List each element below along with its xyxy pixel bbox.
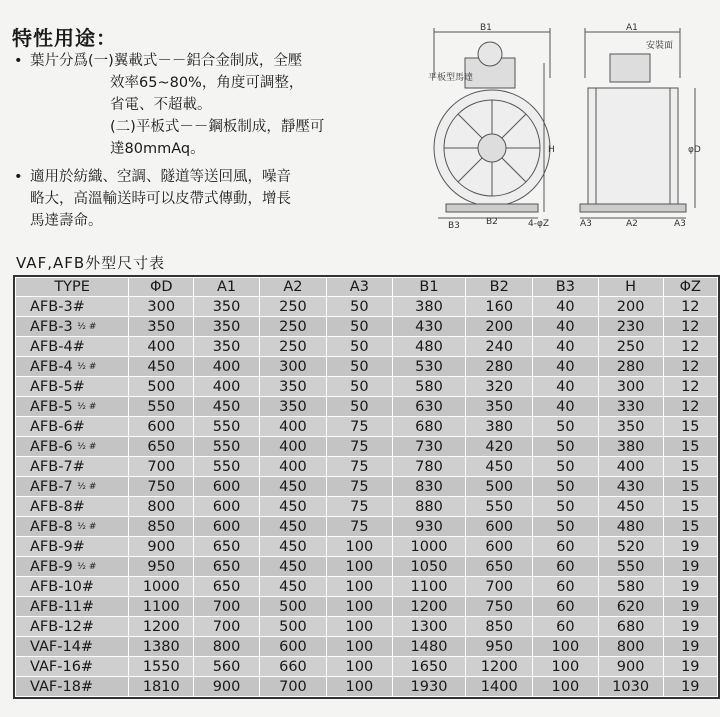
cell-a2: 450 [259, 497, 326, 517]
cell-b3: 60 [533, 577, 599, 597]
dim-label-h: H [548, 145, 555, 155]
cell-b2: 200 [466, 317, 533, 337]
cell-a2: 660 [259, 657, 326, 677]
cell-b3: 40 [533, 297, 599, 317]
cell-a1: 350 [194, 317, 260, 337]
cell-h: 330 [598, 397, 663, 417]
type-half-suffix: ½ # [77, 441, 97, 452]
type-label: AFB-4# [30, 338, 85, 355]
cell-b2: 550 [466, 497, 533, 517]
table-row [16, 677, 718, 697]
cell-a2: 400 [259, 417, 326, 437]
cell-phi-d: 650 [129, 437, 194, 457]
cell-b2: 320 [466, 377, 533, 397]
cell-b2: 700 [466, 577, 533, 597]
cell-b1: 430 [392, 317, 466, 337]
cell-type [16, 397, 129, 417]
front-view [434, 28, 550, 218]
cell-a3: 100 [327, 617, 393, 637]
type-half-suffix: ½ # [77, 521, 97, 532]
cell-type [16, 557, 129, 577]
type-label: AFB-8# [30, 498, 85, 515]
cell-phi-z: 19 [663, 617, 717, 637]
table-title: VAF,AFB外型尺寸表 [16, 254, 166, 272]
cell-h: 430 [598, 477, 663, 497]
cell-a1: 550 [194, 457, 260, 477]
cell-a2: 450 [259, 577, 326, 597]
cell-b1: 930 [392, 517, 466, 537]
cell-h: 550 [598, 557, 663, 577]
cell-phi-d: 700 [129, 457, 194, 477]
cell-b3: 40 [533, 357, 599, 377]
cell-a2: 450 [259, 557, 326, 577]
cell-type [16, 497, 129, 517]
type-label: AFB-11# [30, 598, 95, 615]
cell-a3: 100 [327, 597, 393, 617]
cell-phi-z: 19 [663, 537, 717, 557]
cell-a1: 350 [194, 297, 260, 317]
cell-h: 200 [598, 297, 663, 317]
cell-a1: 350 [194, 337, 260, 357]
type-label: AFB-4 [30, 358, 73, 375]
table-row [16, 417, 718, 437]
dimension-diagram [410, 18, 710, 228]
dim-label-d: φD [688, 145, 701, 155]
type-half-suffix: ½ # [77, 481, 97, 492]
feature-text: 效率65~80%，角度可調整， [110, 75, 304, 91]
cell-phi-z: 12 [663, 337, 717, 357]
type-label: AFB-8 [30, 518, 73, 535]
cell-b2: 350 [466, 397, 533, 417]
table-row [16, 297, 718, 317]
cell-phi-d: 800 [129, 497, 194, 517]
col-header: H [598, 278, 663, 297]
table-row [16, 357, 718, 377]
cell-a2: 400 [259, 457, 326, 477]
cell-h: 450 [598, 497, 663, 517]
cell-a3: 75 [327, 517, 393, 537]
cell-phi-z: 12 [663, 317, 717, 337]
cell-b1: 780 [392, 457, 466, 477]
cell-h: 580 [598, 577, 663, 597]
cell-type [16, 417, 129, 437]
cell-h: 800 [598, 637, 663, 657]
col-header: B1 [392, 278, 466, 297]
cell-b2: 750 [466, 597, 533, 617]
bullet-dot-icon: • [14, 53, 23, 69]
dim-label-b2: B2 [486, 217, 498, 227]
table-row [16, 537, 718, 557]
cell-phi-z: 12 [663, 357, 717, 377]
cell-phi-d: 1810 [129, 677, 194, 697]
cell-b1: 1300 [392, 617, 466, 637]
cell-phi-z: 15 [663, 497, 717, 517]
dim-label-motor: 平板型馬達 [428, 73, 474, 83]
cell-phi-z: 15 [663, 517, 717, 537]
feature-bullet-usage [14, 166, 399, 232]
cell-a2: 250 [259, 337, 326, 357]
cell-a3: 50 [327, 337, 393, 357]
cell-phi-d: 1200 [129, 617, 194, 637]
cell-a3: 75 [327, 437, 393, 457]
cell-type [16, 297, 129, 317]
type-label: AFB-10# [30, 578, 95, 595]
table-row [16, 397, 718, 417]
cell-phi-z: 19 [663, 577, 717, 597]
cell-h: 280 [598, 357, 663, 377]
cell-b1: 730 [392, 437, 466, 457]
cell-h: 900 [598, 657, 663, 677]
feature-list [14, 50, 399, 232]
feature-bullet-blades [14, 50, 399, 160]
cell-a3: 100 [327, 657, 393, 677]
cell-phi-z: 12 [663, 397, 717, 417]
dim-label-a3-right: A3 [674, 219, 686, 228]
cell-h: 620 [598, 597, 663, 617]
cell-b1: 680 [392, 417, 466, 437]
cell-type [16, 577, 129, 597]
cell-b3: 40 [533, 397, 599, 417]
feature-text: 馬達壽命。 [30, 213, 103, 229]
cell-a2: 500 [259, 617, 326, 637]
cell-a3: 100 [327, 637, 393, 657]
table-row [16, 637, 718, 657]
side-view [580, 28, 695, 218]
cell-a2: 350 [259, 397, 326, 417]
cell-a3: 75 [327, 477, 393, 497]
cell-b3: 40 [533, 377, 599, 397]
cell-a1: 700 [194, 617, 260, 637]
cell-b2: 1200 [466, 657, 533, 677]
cell-type [16, 337, 129, 357]
cell-h: 250 [598, 337, 663, 357]
cell-phi-z: 19 [663, 677, 717, 697]
cell-b2: 380 [466, 417, 533, 437]
cell-b3: 50 [533, 497, 599, 517]
type-label: AFB-3# [30, 298, 85, 315]
cell-a1: 600 [194, 517, 260, 537]
type-label: AFB-5# [30, 378, 85, 395]
type-half-suffix: ½ # [77, 561, 97, 572]
cell-b1: 1480 [392, 637, 466, 657]
cell-a3: 50 [327, 397, 393, 417]
cell-a2: 250 [259, 317, 326, 337]
cell-type [16, 457, 129, 477]
cell-a1: 900 [194, 677, 260, 697]
cell-a2: 450 [259, 477, 326, 497]
cell-phi-d: 600 [129, 417, 194, 437]
cell-a2: 500 [259, 597, 326, 617]
cell-h: 380 [598, 437, 663, 457]
cell-a2: 400 [259, 437, 326, 457]
cell-type [16, 517, 129, 537]
col-header: TYPE [16, 278, 129, 297]
cell-a1: 650 [194, 557, 260, 577]
section-title: 特性用途： [12, 26, 117, 50]
cell-h: 680 [598, 617, 663, 637]
cell-h: 1030 [598, 677, 663, 697]
cell-b1: 1650 [392, 657, 466, 677]
cell-a1: 800 [194, 637, 260, 657]
cell-phi-z: 19 [663, 597, 717, 617]
table-row [16, 497, 718, 517]
cell-type [16, 537, 129, 557]
cell-b3: 60 [533, 557, 599, 577]
dim-label-mount: 安裝面 [646, 41, 674, 51]
bullet-dot-icon: • [14, 169, 23, 185]
cell-phi-d: 400 [129, 337, 194, 357]
cell-a2: 450 [259, 517, 326, 537]
col-header: ΦD [129, 278, 194, 297]
cell-a3: 100 [327, 577, 393, 597]
table-row [16, 477, 718, 497]
type-label: VAF-14# [30, 638, 94, 655]
dim-label-b3: B3 [448, 221, 460, 228]
cell-phi-d: 1380 [129, 637, 194, 657]
cell-b3: 50 [533, 477, 599, 497]
cell-b3: 40 [533, 317, 599, 337]
cell-b1: 1200 [392, 597, 466, 617]
table-row [16, 337, 718, 357]
cell-b3: 50 [533, 457, 599, 477]
cell-b1: 380 [392, 297, 466, 317]
cell-b3: 100 [533, 637, 599, 657]
table-row [16, 577, 718, 597]
cell-h: 520 [598, 537, 663, 557]
col-header: A2 [259, 278, 326, 297]
cell-a2: 300 [259, 357, 326, 377]
cell-a3: 100 [327, 677, 393, 697]
cell-b1: 530 [392, 357, 466, 377]
cell-b1: 830 [392, 477, 466, 497]
cell-phi-d: 550 [129, 397, 194, 417]
cell-a1: 550 [194, 437, 260, 457]
cell-type [16, 437, 129, 457]
cell-phi-d: 1000 [129, 577, 194, 597]
dim-label-b1: B1 [480, 23, 492, 33]
cell-type [16, 617, 129, 637]
cell-phi-d: 300 [129, 297, 194, 317]
cell-a1: 600 [194, 497, 260, 517]
cell-type [16, 657, 129, 677]
table-row [16, 517, 718, 537]
cell-a1: 400 [194, 377, 260, 397]
col-header: B3 [533, 278, 599, 297]
table-row [16, 457, 718, 477]
cell-b3: 60 [533, 617, 599, 637]
type-label: AFB-12# [30, 618, 95, 635]
cell-phi-z: 15 [663, 437, 717, 457]
type-label: AFB-6# [30, 418, 85, 435]
cell-phi-d: 950 [129, 557, 194, 577]
cell-a3: 75 [327, 457, 393, 477]
dim-label-z: 4-φZ [528, 219, 550, 228]
table-row [16, 617, 718, 637]
cell-a1: 400 [194, 357, 260, 377]
table-row [16, 597, 718, 617]
cell-phi-d: 1550 [129, 657, 194, 677]
cell-b1: 1100 [392, 577, 466, 597]
cell-a3: 100 [327, 557, 393, 577]
dim-label-a1: A1 [626, 23, 638, 33]
table-body [16, 297, 718, 697]
cell-b2: 950 [466, 637, 533, 657]
cell-b2: 450 [466, 457, 533, 477]
cell-b2: 600 [466, 517, 533, 537]
dimension-table-frame [13, 275, 720, 699]
cell-phi-d: 1100 [129, 597, 194, 617]
col-header: ΦZ [663, 278, 717, 297]
table-row [16, 557, 718, 577]
cell-b3: 100 [533, 657, 599, 677]
cell-phi-z: 15 [663, 477, 717, 497]
type-label: AFB-5 [30, 398, 73, 415]
cell-phi-d: 900 [129, 537, 194, 557]
dim-label-a2: A2 [626, 219, 638, 228]
col-header: B2 [466, 278, 533, 297]
feature-text: 省電、不超載。 [110, 97, 212, 113]
type-label: AFB-6 [30, 438, 73, 455]
cell-a1: 650 [194, 577, 260, 597]
cell-a1: 600 [194, 477, 260, 497]
cell-b1: 630 [392, 397, 466, 417]
cell-b3: 50 [533, 417, 599, 437]
cell-b2: 650 [466, 557, 533, 577]
cell-b2: 500 [466, 477, 533, 497]
cell-a2: 350 [259, 377, 326, 397]
cell-b1: 880 [392, 497, 466, 517]
type-label: VAF-18# [30, 678, 94, 695]
cell-type [16, 677, 129, 697]
cell-b1: 1050 [392, 557, 466, 577]
cell-b2: 160 [466, 297, 533, 317]
type-half-suffix: ½ # [77, 361, 97, 372]
feature-text: 適用於紡織、空調、隧道等送回風，噪音 [30, 169, 291, 185]
cell-h: 480 [598, 517, 663, 537]
type-half-suffix: ½ # [77, 321, 97, 332]
dimension-table [15, 277, 718, 697]
cell-phi-d: 350 [129, 317, 194, 337]
cell-a1: 550 [194, 417, 260, 437]
col-header: A3 [327, 278, 393, 297]
cell-b2: 1400 [466, 677, 533, 697]
cell-type [16, 377, 129, 397]
cell-a2: 700 [259, 677, 326, 697]
cell-phi-z: 12 [663, 377, 717, 397]
table-row [16, 377, 718, 397]
type-half-suffix: ½ # [77, 401, 97, 412]
cell-b1: 480 [392, 337, 466, 357]
cell-a3: 50 [327, 297, 393, 317]
type-label: AFB-7# [30, 458, 85, 475]
cell-phi-d: 450 [129, 357, 194, 377]
type-label: AFB-9# [30, 538, 85, 555]
cell-a1: 700 [194, 597, 260, 617]
cell-a1: 560 [194, 657, 260, 677]
cell-h: 230 [598, 317, 663, 337]
cell-a3: 75 [327, 497, 393, 517]
cell-a3: 50 [327, 377, 393, 397]
type-label: AFB-7 [30, 478, 73, 495]
cell-b1: 580 [392, 377, 466, 397]
type-label: AFB-9 [30, 558, 73, 575]
table-row [16, 437, 718, 457]
cell-type [16, 477, 129, 497]
cell-b2: 600 [466, 537, 533, 557]
cell-type [16, 637, 129, 657]
type-label: VAF-16# [30, 658, 94, 675]
table-row [16, 317, 718, 337]
cell-b3: 50 [533, 437, 599, 457]
cell-a1: 650 [194, 537, 260, 557]
feature-text: 略大，高溫輸送時可以皮帶式傳動，增長 [30, 191, 291, 207]
feature-text: 葉片分爲(一)翼載式－－鋁合金制成，全壓 [30, 53, 303, 69]
col-header: A1 [194, 278, 260, 297]
cell-b3: 40 [533, 337, 599, 357]
cell-h: 400 [598, 457, 663, 477]
cell-h: 300 [598, 377, 663, 397]
cell-h: 350 [598, 417, 663, 437]
cell-b2: 420 [466, 437, 533, 457]
cell-b2: 850 [466, 617, 533, 637]
cell-a3: 50 [327, 317, 393, 337]
cell-b3: 100 [533, 677, 599, 697]
cell-b1: 1000 [392, 537, 466, 557]
cell-b3: 60 [533, 597, 599, 617]
cell-phi-z: 15 [663, 417, 717, 437]
cell-a2: 250 [259, 297, 326, 317]
cell-type [16, 357, 129, 377]
cell-b2: 280 [466, 357, 533, 377]
cell-phi-d: 750 [129, 477, 194, 497]
cell-phi-z: 19 [663, 657, 717, 677]
cell-b3: 50 [533, 517, 599, 537]
cell-phi-z: 19 [663, 637, 717, 657]
type-label: AFB-3 [30, 318, 73, 335]
cell-b3: 60 [533, 537, 599, 557]
cell-a3: 50 [327, 357, 393, 377]
cell-type [16, 597, 129, 617]
cell-a3: 100 [327, 537, 393, 557]
cell-a3: 75 [327, 417, 393, 437]
cell-phi-z: 15 [663, 457, 717, 477]
dim-label-a3-left: A3 [580, 219, 592, 228]
cell-a2: 600 [259, 637, 326, 657]
cell-b1: 1930 [392, 677, 466, 697]
table-header-row [16, 278, 718, 297]
cell-b2: 240 [466, 337, 533, 357]
cell-phi-z: 12 [663, 297, 717, 317]
cell-phi-d: 850 [129, 517, 194, 537]
cell-phi-d: 500 [129, 377, 194, 397]
cell-a1: 450 [194, 397, 260, 417]
cell-phi-z: 19 [663, 557, 717, 577]
cell-type [16, 317, 129, 337]
feature-text: 達80mmAq。 [110, 141, 205, 157]
cell-a2: 450 [259, 537, 326, 557]
table-row [16, 657, 718, 677]
feature-text: (二)平板式－－鋼板制成，靜壓可 [110, 119, 325, 135]
